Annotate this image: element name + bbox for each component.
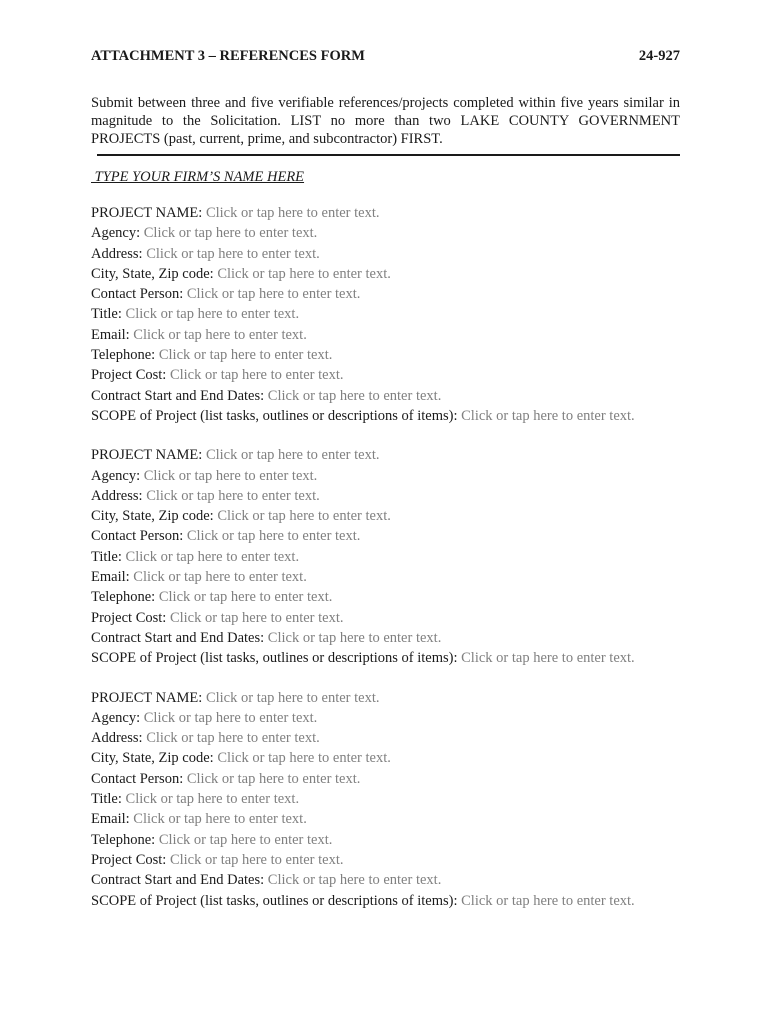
field-title [91,304,680,324]
field-project-name [91,688,680,708]
field-label: PROJECT NAME: [91,447,203,464]
text-entry-placeholder[interactable]: Click or tap here to enter text. [125,306,300,323]
field-label: City, State, Zip code: [91,265,214,282]
text-entry-placeholder[interactable]: Click or tap here to enter text. [143,225,318,242]
field-address [91,486,680,506]
field-label: Contract Start and End Dates: [91,387,265,404]
text-entry-placeholder[interactable]: Click or tap here to enter text. [169,367,344,384]
field-label: SCOPE of Project (list tasks, outlines or descriptions of items): [91,650,458,667]
reference-block-1 [91,203,680,426]
field-project-name [91,203,680,223]
field-label: Contract Start and End Dates: [91,872,265,889]
instructions-paragraph: Submit between three and five verifiable references/projects completed within five years similar in magnitude to the Solicitation. LIST no more than two LAKE COUNTY GOVERNMENT PROJECTS (past, current, prime, and subcontractor) FIRST. [91,95,680,147]
field-label: City, State, Zip code: [91,750,214,767]
field-contract-dates [91,870,680,890]
text-entry-placeholder[interactable]: Click or tap here to enter text. [133,811,307,828]
field-email [91,567,680,587]
field-label: Title: [91,306,122,323]
field-email [91,325,680,345]
text-entry-placeholder[interactable]: Click or tap here to enter text. [133,569,307,586]
text-entry-placeholder[interactable]: Click or tap here to enter text. [186,528,361,545]
field-label: Contact Person: [91,770,184,787]
field-contract-dates [91,386,680,406]
field-contact-person [91,284,680,304]
field-telephone [91,830,680,850]
field-scope [91,648,680,668]
horizontal-divider [97,154,680,156]
field-label: Project Cost: [91,851,167,868]
field-label: Title: [91,548,122,565]
field-label: Contract Start and End Dates: [91,629,265,646]
reference-block-3 [91,688,680,911]
field-agency [91,223,680,243]
solicitation-number: 24-927 [638,48,680,64]
field-label: Title: [91,791,122,808]
field-label: Telephone: [91,831,156,848]
text-entry-placeholder[interactable]: Click or tap here to enter text. [217,265,391,282]
field-label: Agency: [91,467,141,484]
field-email [91,809,680,829]
firm-name-field[interactable]: TYPE YOUR FIRM’S NAME HERE [91,169,305,185]
field-label: Email: [91,811,130,828]
text-entry-placeholder[interactable]: Click or tap here to enter text. [217,508,391,525]
field-agency [91,466,680,486]
field-label: Address: [91,487,143,504]
field-label: Agency: [91,225,141,242]
text-entry-placeholder[interactable]: Click or tap here to enter text. [133,326,307,343]
text-entry-placeholder[interactable]: Click or tap here to enter text. [461,892,635,909]
text-entry-placeholder[interactable]: Click or tap here to enter text. [146,245,320,262]
field-scope [91,891,680,911]
field-label: Contact Person: [91,286,184,303]
field-telephone [91,587,680,607]
field-project-cost [91,850,680,870]
field-label: Telephone: [91,589,156,606]
field-label: Project Cost: [91,609,167,626]
field-contact-person [91,769,680,789]
text-entry-placeholder[interactable]: Click or tap here to enter text. [169,851,344,868]
text-entry-placeholder[interactable]: Click or tap here to enter text. [146,730,320,747]
field-city-state-zip [91,264,680,284]
text-entry-placeholder[interactable]: Click or tap here to enter text. [158,589,333,606]
text-entry-placeholder[interactable]: Click or tap here to enter text. [146,487,320,504]
field-contact-person [91,526,680,546]
text-entry-placeholder[interactable]: Click or tap here to enter text. [125,548,300,565]
field-project-name [91,445,680,465]
field-label: Address: [91,245,143,262]
text-entry-placeholder[interactable]: Click or tap here to enter text. [186,286,361,303]
text-entry-placeholder[interactable]: Click or tap here to enter text. [267,387,442,404]
reference-block-2 [91,445,680,668]
text-entry-placeholder[interactable]: Click or tap here to enter text. [158,347,333,364]
field-title [91,789,680,809]
document-header [91,46,680,66]
field-label: Project Cost: [91,367,167,384]
text-entry-placeholder[interactable]: Click or tap here to enter text. [143,467,318,484]
text-entry-placeholder[interactable]: Click or tap here to enter text. [125,791,300,808]
field-label: SCOPE of Project (list tasks, outlines or descriptions of items): [91,892,458,909]
field-project-cost [91,608,680,628]
text-entry-placeholder[interactable]: Click or tap here to enter text. [205,205,380,221]
text-entry-placeholder[interactable]: Click or tap here to enter text. [205,689,380,706]
text-entry-placeholder[interactable]: Click or tap here to enter text. [267,629,442,646]
field-title [91,547,680,567]
field-label: City, State, Zip code: [91,508,214,525]
document-title: ATTACHMENT 3 – REFERENCES FORM [91,48,365,64]
text-entry-placeholder[interactable]: Click or tap here to enter text. [186,770,361,787]
field-telephone [91,345,680,365]
field-label: Address: [91,730,143,747]
field-city-state-zip [91,506,680,526]
field-label: Email: [91,326,130,343]
text-entry-placeholder[interactable]: Click or tap here to enter text. [461,650,635,667]
text-entry-placeholder[interactable]: Click or tap here to enter text. [267,872,442,889]
field-project-cost [91,365,680,385]
references-list [91,203,680,911]
field-city-state-zip [91,748,680,768]
field-contract-dates [91,628,680,648]
field-label: SCOPE of Project (list tasks, outlines or descriptions of items): [91,407,458,424]
text-entry-placeholder[interactable]: Click or tap here to enter text. [461,407,635,424]
references-form-page [91,46,680,911]
field-label: Email: [91,569,130,586]
field-label: PROJECT NAME: [91,205,203,221]
field-scope [91,406,680,426]
field-label: Telephone: [91,347,156,364]
field-label: Contact Person: [91,528,184,545]
field-address [91,244,680,264]
text-entry-placeholder[interactable]: Click or tap here to enter text. [205,447,380,464]
text-entry-placeholder[interactable]: Click or tap here to enter text. [158,831,333,848]
field-agency [91,708,680,728]
field-label: Agency: [91,709,141,726]
text-entry-placeholder[interactable]: Click or tap here to enter text. [217,750,391,767]
text-entry-placeholder[interactable]: Click or tap here to enter text. [169,609,344,626]
field-address [91,728,680,748]
text-entry-placeholder[interactable]: Click or tap here to enter text. [143,709,318,726]
field-label: PROJECT NAME: [91,689,203,706]
